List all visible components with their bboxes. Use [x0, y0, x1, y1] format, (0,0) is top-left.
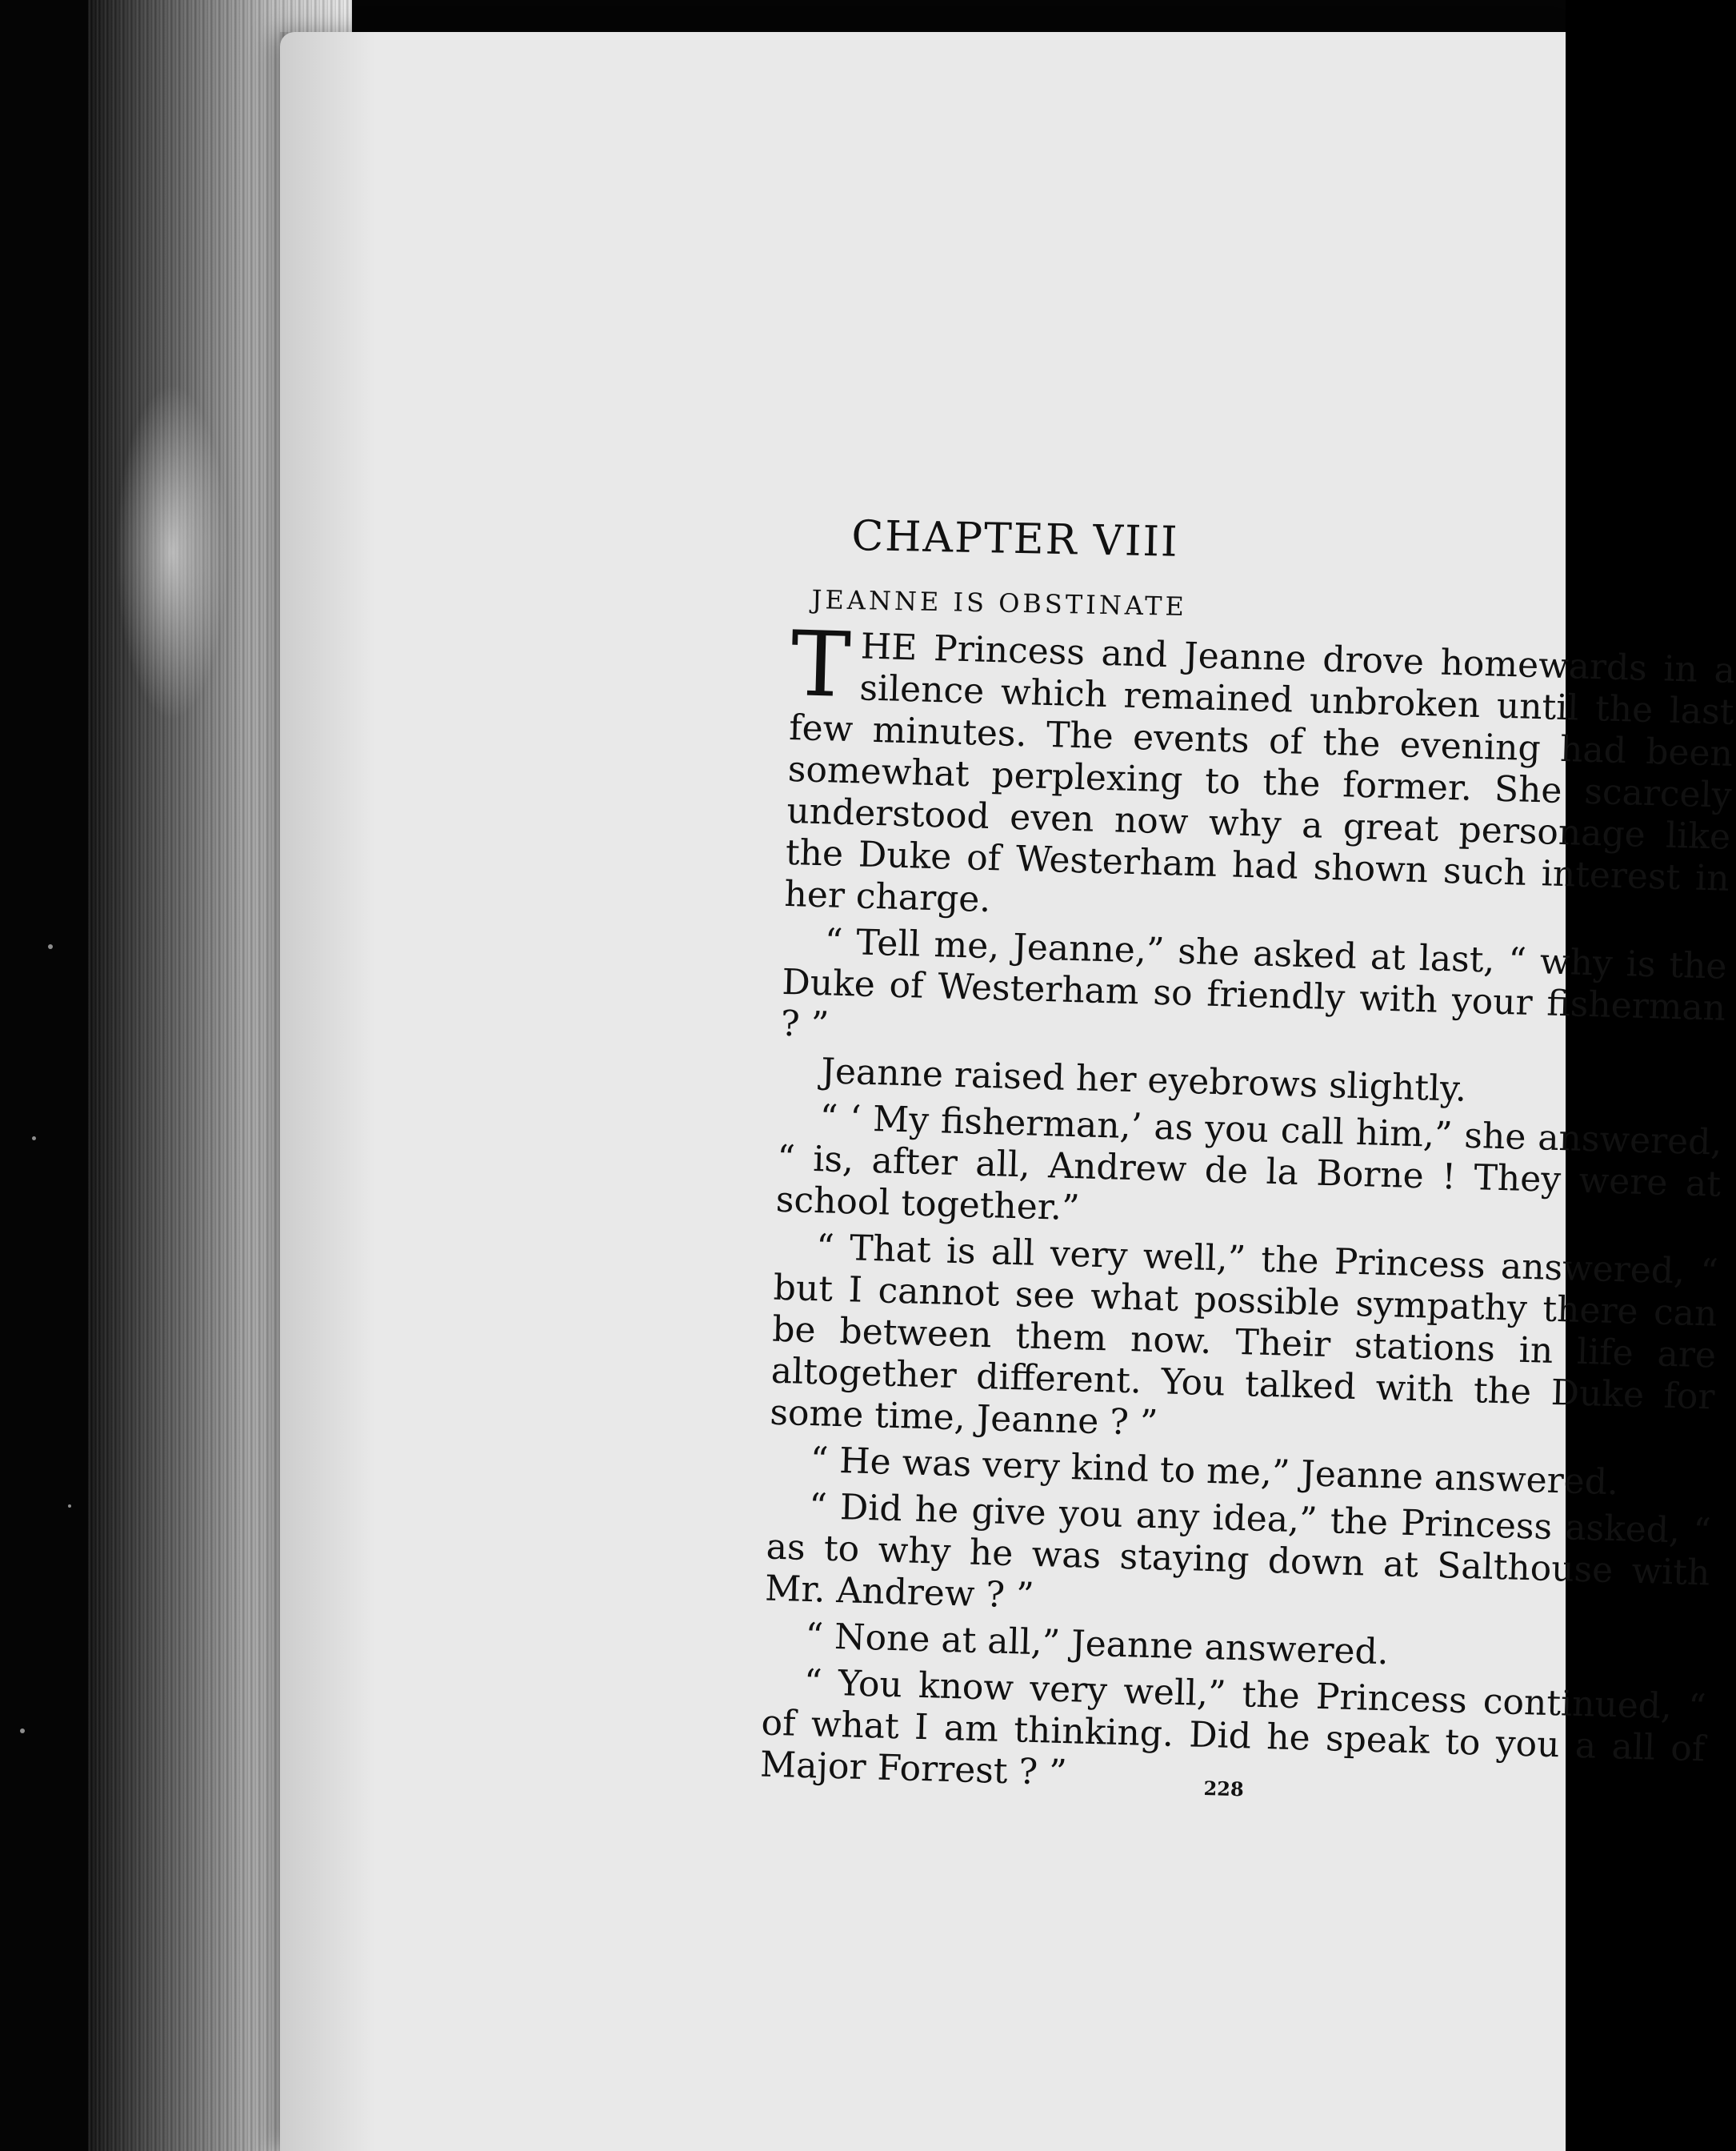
page-number: 228	[1203, 1776, 1245, 1801]
scan-speck	[48, 944, 53, 949]
paragraph-6: “ He was very kind to me,” Jeanne answered.	[810, 1440, 1619, 1504]
paragraph-1	[783, 612, 1736, 942]
chapter-title: CHAPTER VIII	[850, 512, 1180, 567]
paragraph-8: “ None at all,” Jeanne answered.	[804, 1615, 1390, 1673]
scan-speck	[20, 1728, 25, 1733]
drop-cap: T	[789, 612, 853, 719]
paragraph-5: “ That is all very well,” the Princess answered, “ but I cannot see what possible sympathy there can be between them now. Their stations in life are altogether different. You talked with the Duke for some time, Jeanne ? ”	[769, 1227, 1719, 1444]
scan-speck	[32, 1136, 36, 1140]
paragraph-7: “ Did he give you any idea,” the Princess asked, “ as to why he was staying down at Salthouse with Mr. Andrew ? ”	[764, 1486, 1712, 1616]
paragraph-2: “ Tell me, Jeanne,” she asked at last, “ why is the Duke of Westerham so friendly with your fisherman ? ”	[780, 921, 1728, 1046]
paragraph-text: HE Princess and Jeanne drove homewards in a silence which remained unbroken until the last few minutes. The events of the evening had been somewhat perplexing to the former. She scarcely understood even now why a great personage like the Duke of Westerham had shown such interest in her charge.	[783, 626, 1736, 921]
paragraph-9: “ You know very well,” the Princess continued, “ of what I am thinking. Did he speak to you a all of Major Forrest ? ”	[759, 1661, 1707, 1794]
scan-speck	[68, 1504, 71, 1508]
book-page	[280, 32, 1736, 2151]
chapter-body	[759, 612, 1736, 1817]
paragraph-4: “ ‘ My fisherman,’ as you call him,” she answered, “ is, after all, Andrew de la Borne ! They were at school together.”	[775, 1097, 1723, 1229]
chapter-subtitle: JEANNE IS OBSTINATE	[811, 584, 1188, 623]
paragraph-3: Jeanne raised her eyebrows slightly.	[820, 1051, 1467, 1110]
